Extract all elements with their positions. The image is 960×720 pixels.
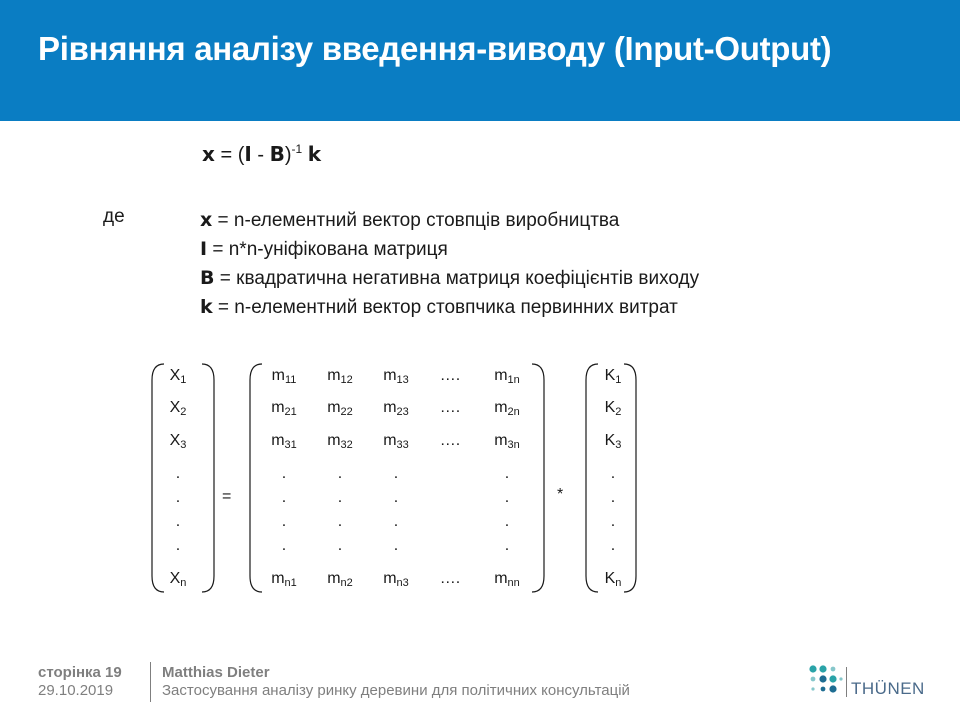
matrix-entry-subscript: 1n [507,374,520,386]
definition-I [200,235,699,264]
k-vector-entry-base: . [610,513,616,530]
k-vector-entry [588,537,638,556]
matrix-entry-subscript: nn [507,577,520,589]
k-vector-entry-base: . [610,489,616,506]
x-vector-entry-subscript: 2 [180,406,187,418]
matrix-entry [425,432,475,451]
definition-text: = n-елементний вектор стовпчика первинних витрат [212,297,678,318]
matrix-entry-subscript: 13 [396,374,409,386]
matrix-entry [371,489,421,508]
matrix-entry-base: . [281,513,287,530]
matrix-entry-base: . [504,513,510,530]
matrix-entry [425,570,475,589]
k-vector-entry [588,570,638,589]
thuenen-logo-text: THÜNEN [851,679,925,698]
k-vector-entry [588,432,638,451]
matrix-entry [482,489,532,508]
matrix-entry-base: m [327,367,341,384]
matrix-entry-base: . [393,465,399,482]
footer-divider [150,662,151,702]
matrix-entry [315,489,365,508]
x-vector-entry-subscript: 3 [180,439,187,451]
matrix-entry [259,489,309,508]
matrix-entry-base: . [337,513,343,530]
matrix-entry [315,513,365,532]
matrix-entry [259,513,309,532]
definition-list [200,206,699,322]
equation-I: I [244,142,252,166]
x-vector-entry-subscript: 1 [180,374,187,386]
matrix-entry-subscript: 32 [340,439,353,451]
matrix-entry-base: m [327,570,341,587]
presentation-date: 29.10.2019 [38,682,114,699]
k-vector-entry-base: . [610,465,616,482]
x-vector-entry-base: . [175,489,181,506]
matrix-entry [425,399,475,418]
matrix-entry-base: m [271,432,285,449]
matrix-entry [371,399,421,418]
definition-symbol: k [200,296,213,318]
matrix-entry-base: . [337,537,343,554]
matrix-entry-base: . [393,513,399,530]
matrix-entry [259,570,309,589]
matrix-entry [482,432,532,451]
matrix-entry-subscript: n3 [396,577,409,589]
matrix-entry-base: . [504,489,510,506]
matrix-entry-base: . [281,489,287,506]
matrix-entry [371,432,421,451]
matrix-entry-subscript: 3n [507,439,520,451]
equals-sign: = [222,488,232,505]
matrix-entry [259,399,309,418]
matrix-entry-base: . [504,465,510,482]
presentation-title: Застосування аналізу ринку деревини для політичних консультацій [162,682,630,699]
matrix-entry [315,399,365,418]
matrix-entry [482,465,532,484]
k-vector-entry-subscript: 1 [615,374,622,386]
matrix-entry [315,537,365,556]
matrix-entry-base: m [494,432,508,449]
k-vector-entry-base: K [604,367,616,384]
matrix-entry [425,367,475,386]
matrix-entry [259,465,309,484]
matrix-entry [371,537,421,556]
matrix-entry-subscript: n2 [340,577,353,589]
matrix-entry-base: m [383,432,397,449]
x-vector-entry [153,465,203,484]
k-vector-entry-subscript: n [615,577,622,589]
x-vector-entry [153,537,203,556]
matrix-entry [482,367,532,386]
x-vector-entry-base: . [175,465,181,482]
k-vector-entry-base: K [604,399,616,416]
matrix-entry-subscript: 12 [340,374,353,386]
where-label: де [103,206,125,227]
multiply-sign: * [557,486,564,503]
equation-k: k [307,142,322,166]
matrix-entry [315,367,365,386]
x-vector-entry [153,513,203,532]
slide-title: Рівняння аналізу введення-виводу (Input-Output) [38,30,832,67]
definition-B [200,264,699,293]
matrix-entry-base: m [327,399,341,416]
matrix-entry-subscript: n1 [284,577,297,589]
matrix-entry-base: m [494,399,508,416]
x-vector-entry-base: X [169,432,181,449]
matrix-entry-subscript: 22 [340,406,353,418]
matrix-entry-base: . [504,537,510,554]
matrix-entry [482,399,532,418]
x-vector-entry-base: X [169,367,181,384]
x-vector-entry [153,432,203,451]
x-vector-entry [153,489,203,508]
matrix-entry [482,513,532,532]
matrix-entry-subscript: 23 [396,406,409,418]
matrix-entry-base: . [337,489,343,506]
matrix-entry-base: m [327,432,341,449]
x-vector-entry [153,367,203,386]
matrix-entry [259,367,309,386]
equation-B: B [269,142,285,166]
matrix-entry-base: m [271,399,285,416]
matrix-entry-base: m [271,367,285,384]
x-vector-entry [153,399,203,418]
definition-symbol: I [200,238,208,260]
matrix-entry-base: m [271,570,285,587]
matrix-entry-base: m [383,570,397,587]
matrix-entry-base: m [494,570,508,587]
page-number: сторінка 19 [38,664,122,681]
matrix-entry-base: . [281,537,287,554]
k-vector-entry-base: K [604,432,616,449]
matrix-entry [315,570,365,589]
matrix-entry [315,465,365,484]
definition-text: = n*n-уніфікована матриця [207,239,448,260]
thuenen-logo-icon [808,664,844,698]
matrix-entry [371,513,421,532]
k-vector-entry [588,465,638,484]
matrix-entry-subscript: 2n [507,406,520,418]
matrix-entry [315,432,365,451]
matrix-entry-base: . [337,465,343,482]
definition-symbol: B [200,267,215,289]
matrix-entry-base: …. [439,432,461,449]
matrix-entry [482,570,532,589]
matrix-entry [371,367,421,386]
author-name: Matthias Dieter [162,664,270,681]
x-vector-entry [153,570,203,589]
matrix-entry [482,537,532,556]
matrix-entry-base: …. [439,399,461,416]
matrix-entry-base: . [281,465,287,482]
k-vector-entry-subscript: 2 [615,406,622,418]
matrix-entry-subscript: 31 [284,439,297,451]
definition-k [200,293,699,322]
main-equation [202,142,321,167]
k-vector-entry [588,399,638,418]
matrix-entry-base: m [383,399,397,416]
equation-minus: - [251,144,270,166]
matrix-entry [259,537,309,556]
k-vector-entry-base: . [610,537,616,554]
matrix-entry [259,432,309,451]
matrix-entry-subscript: 21 [284,406,297,418]
logo-divider [846,667,847,697]
equation-eq: = ( [214,144,245,166]
x-vector-entry-base: X [169,570,181,587]
matrix-entry [371,465,421,484]
equation-exponent: -1 [291,142,303,156]
k-vector-entry-base: K [604,570,616,587]
definition-symbol: x [200,209,213,231]
x-vector-entry-subscript: n [180,577,187,589]
definition-text: = квадратична негативна матриця коефіцієнтів виходу [214,268,700,289]
x-vector-entry-base: . [175,537,181,554]
matrix-entry-base: m [383,367,397,384]
matrix-entry-subscript: 11 [284,374,297,386]
x-vector-entry-base: . [175,513,181,530]
k-vector-entry [588,489,638,508]
matrix-entry-base: . [393,489,399,506]
k-vector-entry [588,367,638,386]
matrix-entry-base: …. [439,367,461,384]
equation-close: ) [284,144,292,166]
x-vector-entry-base: X [169,399,181,416]
matrix-entry-base: . [393,537,399,554]
matrix-entry-subscript: 33 [396,439,409,451]
k-vector-entry-subscript: 3 [615,439,622,451]
matrix-entry-base: …. [439,570,461,587]
definition-text: = n-елементний вектор стовпців виробництва [212,210,620,231]
definition-x [200,206,699,235]
equation-x: x [202,142,215,166]
matrix-entry-base: m [494,367,508,384]
k-vector-entry [588,513,638,532]
matrix-entry [371,570,421,589]
